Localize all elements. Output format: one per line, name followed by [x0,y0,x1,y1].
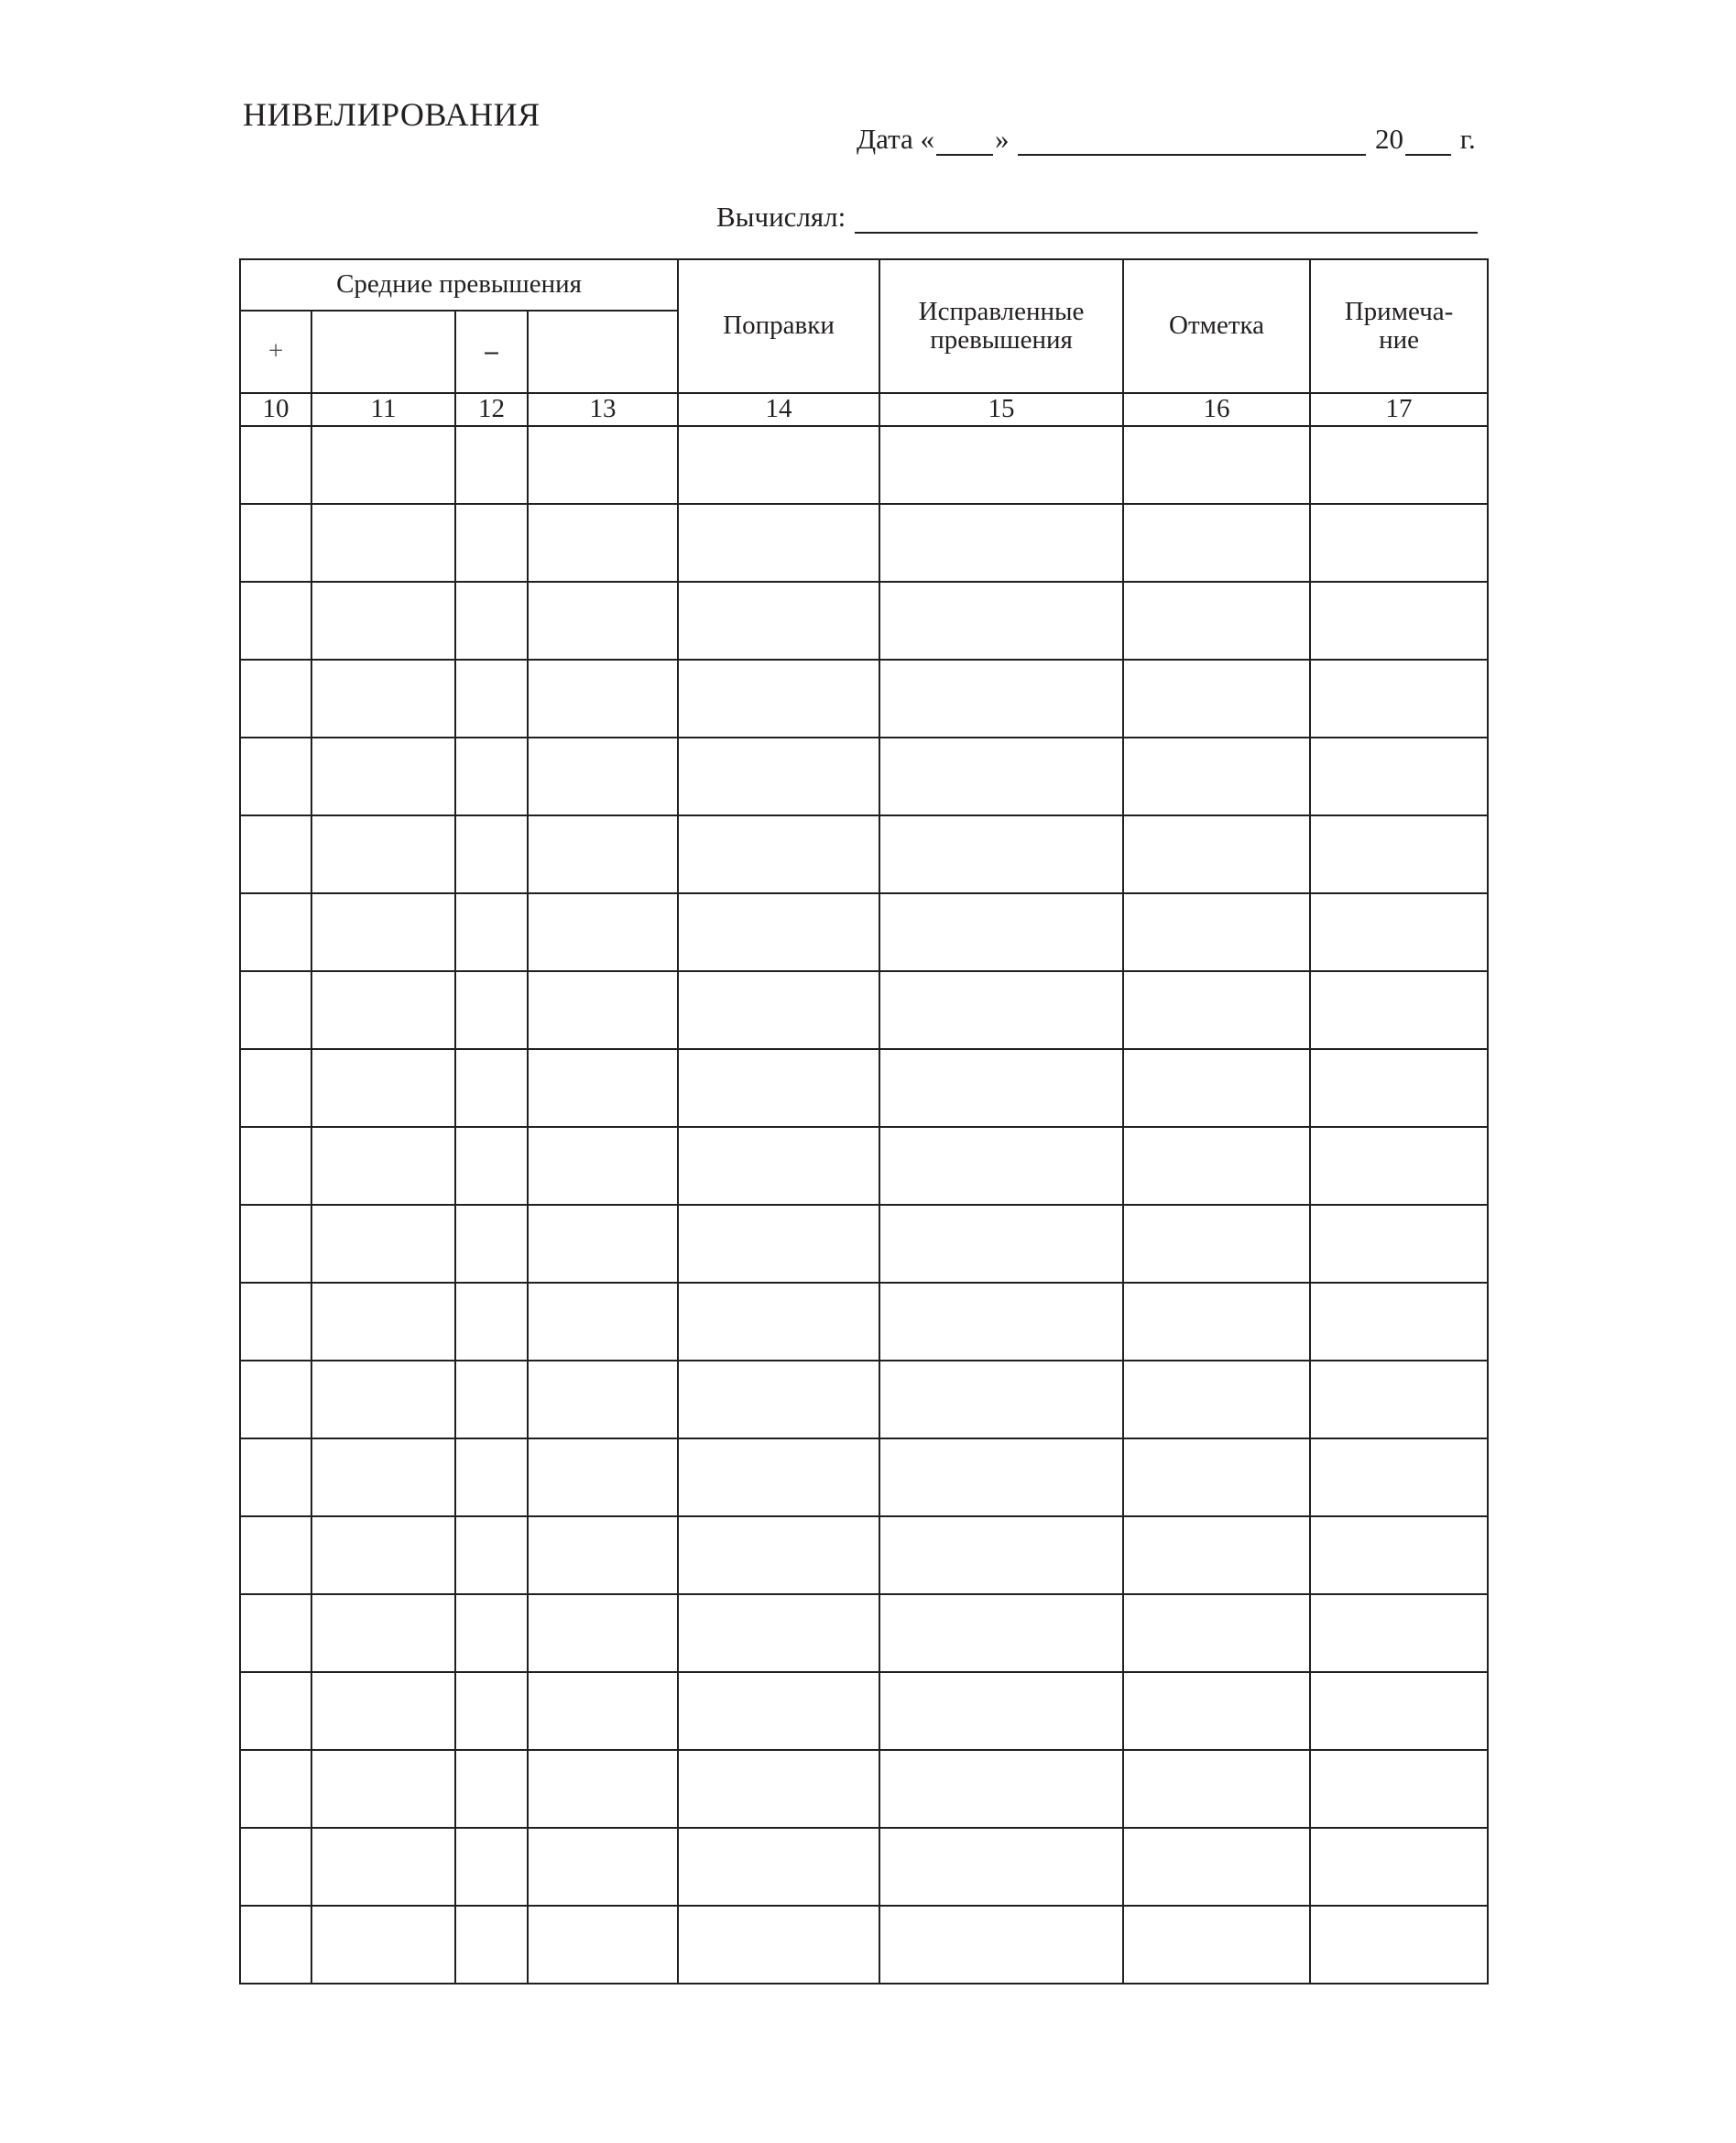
table-row [240,504,1488,582]
entry-cell[interactable] [240,738,311,815]
computed-by-blank[interactable] [855,204,1478,234]
table-row [240,1750,1488,1828]
entry-cell[interactable] [1123,1049,1310,1127]
entry-cell[interactable] [240,1127,311,1205]
entry-cell[interactable] [311,1516,455,1594]
entry-cell[interactable] [1123,1828,1310,1906]
entry-cell[interactable] [455,504,528,582]
entry-cell[interactable] [1123,582,1310,660]
entry-cell[interactable] [455,582,528,660]
entry-cell[interactable] [528,1672,678,1750]
entry-cell[interactable] [455,1906,528,1984]
entry-cell[interactable] [879,1361,1123,1438]
entry-cell[interactable] [1123,893,1310,971]
entry-cell[interactable] [311,1283,455,1361]
corrected-elevations-header [879,259,1123,393]
entry-cell[interactable] [528,504,678,582]
entry-cell[interactable] [1123,1906,1310,1984]
table-row [240,426,1488,504]
entry-cell[interactable] [879,582,1123,660]
entry-cell[interactable] [1123,504,1310,582]
entry-cell[interactable] [678,1049,879,1127]
entry-cell[interactable] [678,582,879,660]
entry-cell[interactable] [528,1049,678,1127]
entry-cell[interactable] [528,1438,678,1516]
entry-cell[interactable] [455,1828,528,1906]
entry-cell[interactable] [528,1516,678,1594]
entry-cell[interactable] [1310,1750,1488,1828]
entry-cell[interactable] [1310,426,1488,504]
entry-cell[interactable] [1310,1516,1488,1594]
entry-cell[interactable] [311,1672,455,1750]
entry-cell[interactable] [1123,1205,1310,1283]
entry-cell[interactable] [678,504,879,582]
entry-cell[interactable] [528,582,678,660]
entry-cell[interactable] [455,1750,528,1828]
column-number-cell: 10 [240,393,311,426]
table-row [240,660,1488,738]
entry-cell[interactable] [1123,1438,1310,1516]
date-field [857,123,1476,156]
entry-cell[interactable] [678,815,879,893]
entry-cell[interactable] [678,1516,879,1594]
entry-cell[interactable] [311,1828,455,1906]
entry-cell[interactable] [455,893,528,971]
computed-by-field [716,201,1479,234]
entry-cell[interactable] [1310,1438,1488,1516]
entry-cell[interactable] [1310,1828,1488,1906]
entry-cell[interactable] [1123,426,1310,504]
table-row [240,582,1488,660]
month-blank[interactable] [1018,126,1366,156]
entry-cell[interactable] [528,660,678,738]
entry-cell[interactable] [1310,1127,1488,1205]
entry-cell[interactable] [455,1438,528,1516]
entry-cell[interactable] [528,426,678,504]
date-label: Дата « [857,123,935,155]
entry-cell[interactable] [240,1672,311,1750]
table-row [240,1672,1488,1750]
entry-cell[interactable] [879,426,1123,504]
entry-cell[interactable] [1123,1127,1310,1205]
entry-cell[interactable] [1310,1205,1488,1283]
entry-cell[interactable] [455,815,528,893]
entry-cell[interactable] [879,1283,1123,1361]
note-header [1310,259,1488,393]
entry-cell[interactable] [455,1127,528,1205]
entry-cell[interactable] [1310,582,1488,660]
entry-cell[interactable] [1123,738,1310,815]
entry-cell[interactable] [879,1750,1123,1828]
mark-header: Отметка [1123,259,1310,393]
entry-cell[interactable] [311,815,455,893]
entry-cell[interactable] [455,1049,528,1127]
entry-cell[interactable] [1123,1283,1310,1361]
entry-cell[interactable] [879,504,1123,582]
column-number-cell: 15 [879,393,1123,426]
table-row [240,738,1488,815]
table-row [240,1049,1488,1127]
entry-cell[interactable] [879,815,1123,893]
entry-cell[interactable] [678,1594,879,1672]
entry-cell[interactable] [240,582,311,660]
entry-cell[interactable] [1310,1361,1488,1438]
entry-cell[interactable] [1310,1049,1488,1127]
entry-cell[interactable] [240,426,311,504]
entry-cell[interactable] [311,426,455,504]
entry-cell[interactable] [240,1361,311,1438]
entry-cell[interactable] [240,1516,311,1594]
entry-cell[interactable] [528,1828,678,1906]
entry-cell[interactable] [240,504,311,582]
entry-cell[interactable] [1123,1361,1310,1438]
minus-value-header [528,311,678,393]
entry-cell[interactable] [311,1205,455,1283]
entry-cell[interactable] [879,1594,1123,1672]
entry-cell[interactable] [311,1127,455,1205]
column-number-cell: 11 [311,393,455,426]
note-label: Примеча-ние [1344,296,1454,355]
entry-cell[interactable] [678,1438,879,1516]
table-row [240,893,1488,971]
entry-cell[interactable] [240,1594,311,1672]
corrected-elevations-label: Исправленные превышения [918,296,1085,355]
entry-cell[interactable] [678,660,879,738]
entry-cell[interactable] [455,1205,528,1283]
entry-cell[interactable] [678,893,879,971]
entry-cell[interactable] [528,738,678,815]
entry-cell[interactable] [528,1906,678,1984]
entry-cell[interactable] [311,582,455,660]
entry-cell[interactable] [879,1205,1123,1283]
entry-cell[interactable] [311,660,455,738]
entry-cell[interactable] [678,1906,879,1984]
entry-cell[interactable] [1310,971,1488,1049]
entry-cell[interactable] [455,1594,528,1672]
entry-cell[interactable] [1310,1906,1488,1984]
entry-cell[interactable] [1310,1672,1488,1750]
entry-cell[interactable] [311,738,455,815]
entry-cell[interactable] [879,1438,1123,1516]
table-row [240,815,1488,893]
entry-cell[interactable] [528,1750,678,1828]
table-row [240,1438,1488,1516]
entry-cell[interactable] [455,1516,528,1594]
entry-cell[interactable] [311,1750,455,1828]
entry-cell[interactable] [678,1205,879,1283]
plus-sign-header: + [240,311,311,393]
entry-cell[interactable] [528,971,678,1049]
entry-cell[interactable] [879,738,1123,815]
table-row [240,1361,1488,1438]
entry-cell[interactable] [240,1283,311,1361]
column-number-row [240,393,1488,426]
table-row [240,1516,1488,1594]
column-number-cell: 12 [455,393,528,426]
entry-cell[interactable] [1123,815,1310,893]
entry-cell[interactable] [528,893,678,971]
entry-cell[interactable] [311,971,455,1049]
entry-cell[interactable] [240,1828,311,1906]
entry-cell[interactable] [1310,504,1488,582]
table-body [240,426,1488,1984]
date-close-quote: » [995,123,1010,155]
entry-cell[interactable] [678,1361,879,1438]
entry-cell[interactable] [879,971,1123,1049]
entry-cell[interactable] [879,1127,1123,1205]
entry-cell[interactable] [528,1283,678,1361]
entry-cell[interactable] [311,893,455,971]
entry-cell[interactable] [678,1283,879,1361]
entry-cell[interactable] [240,1438,311,1516]
entry-cell[interactable] [311,1361,455,1438]
corrections-header: Поправки [678,259,879,393]
table-row [240,1906,1488,1984]
entry-cell[interactable] [311,1438,455,1516]
entry-cell[interactable] [1123,971,1310,1049]
table-row [240,1127,1488,1205]
table-row [240,1594,1488,1672]
entry-cell[interactable] [455,1283,528,1361]
entry-cell[interactable] [1310,1283,1488,1361]
entry-cell[interactable] [240,1049,311,1127]
table-row [240,1205,1488,1283]
column-number-cell: 14 [678,393,879,426]
column-number-cell: 13 [528,393,678,426]
entry-cell[interactable] [678,738,879,815]
entry-cell[interactable] [455,971,528,1049]
table-row [240,1828,1488,1906]
entry-cell[interactable] [1123,1516,1310,1594]
entry-cell[interactable] [240,971,311,1049]
entry-cell[interactable] [311,1594,455,1672]
entry-cell[interactable] [455,1361,528,1438]
entry-cell[interactable] [455,1672,528,1750]
entry-cell[interactable] [879,1828,1123,1906]
entry-cell[interactable] [678,1750,879,1828]
table-row [240,1283,1488,1361]
entry-cell[interactable] [678,426,879,504]
entry-cell[interactable] [879,1906,1123,1984]
entry-cell[interactable] [879,660,1123,738]
entry-cell[interactable] [879,1049,1123,1127]
entry-cell[interactable] [311,504,455,582]
entry-cell[interactable] [678,1672,879,1750]
year-prefix: 20 [1375,123,1404,155]
year-blank[interactable] [1405,126,1451,156]
entry-cell[interactable] [678,971,879,1049]
entry-cell[interactable] [240,815,311,893]
mean-elevations-header: Средние превышения [240,259,678,311]
entry-cell[interactable] [311,1049,455,1127]
entry-cell[interactable] [1123,660,1310,738]
entry-cell[interactable] [1123,1672,1310,1750]
column-number-cell: 17 [1310,393,1488,426]
entry-cell[interactable] [240,1205,311,1283]
header-row-1 [240,259,1488,311]
entry-cell[interactable] [240,660,311,738]
entry-cell[interactable] [455,426,528,504]
form-title: НИВЕЛИРОВАНИЯ [243,96,540,133]
entry-cell[interactable] [1310,815,1488,893]
entry-cell[interactable] [528,815,678,893]
entry-cell[interactable] [1310,660,1488,738]
entry-cell[interactable] [455,738,528,815]
column-number-cell: 16 [1123,393,1310,426]
day-blank[interactable] [936,126,993,156]
entry-cell[interactable] [528,1127,678,1205]
entry-cell[interactable] [240,893,311,971]
entry-cell[interactable] [1310,893,1488,971]
entry-cell[interactable] [240,1750,311,1828]
entry-cell[interactable] [879,1672,1123,1750]
leveling-table [239,258,1489,1984]
entry-cell[interactable] [1310,738,1488,815]
minus-sign-header: – [455,311,528,393]
entry-cell[interactable] [455,660,528,738]
entry-cell[interactable] [678,1127,879,1205]
entry-cell[interactable] [1123,1594,1310,1672]
entry-cell[interactable] [879,1516,1123,1594]
table-row [240,971,1488,1049]
entry-cell[interactable] [528,1361,678,1438]
entry-cell[interactable] [528,1205,678,1283]
computed-label: Вычислял: [716,201,846,233]
entry-cell[interactable] [1123,1750,1310,1828]
entry-cell[interactable] [879,893,1123,971]
year-suffix: г. [1459,123,1476,155]
entry-cell[interactable] [311,1906,455,1984]
entry-cell[interactable] [528,1594,678,1672]
plus-value-header [311,311,455,393]
entry-cell[interactable] [1310,1594,1488,1672]
entry-cell[interactable] [678,1828,879,1906]
entry-cell[interactable] [240,1906,311,1984]
